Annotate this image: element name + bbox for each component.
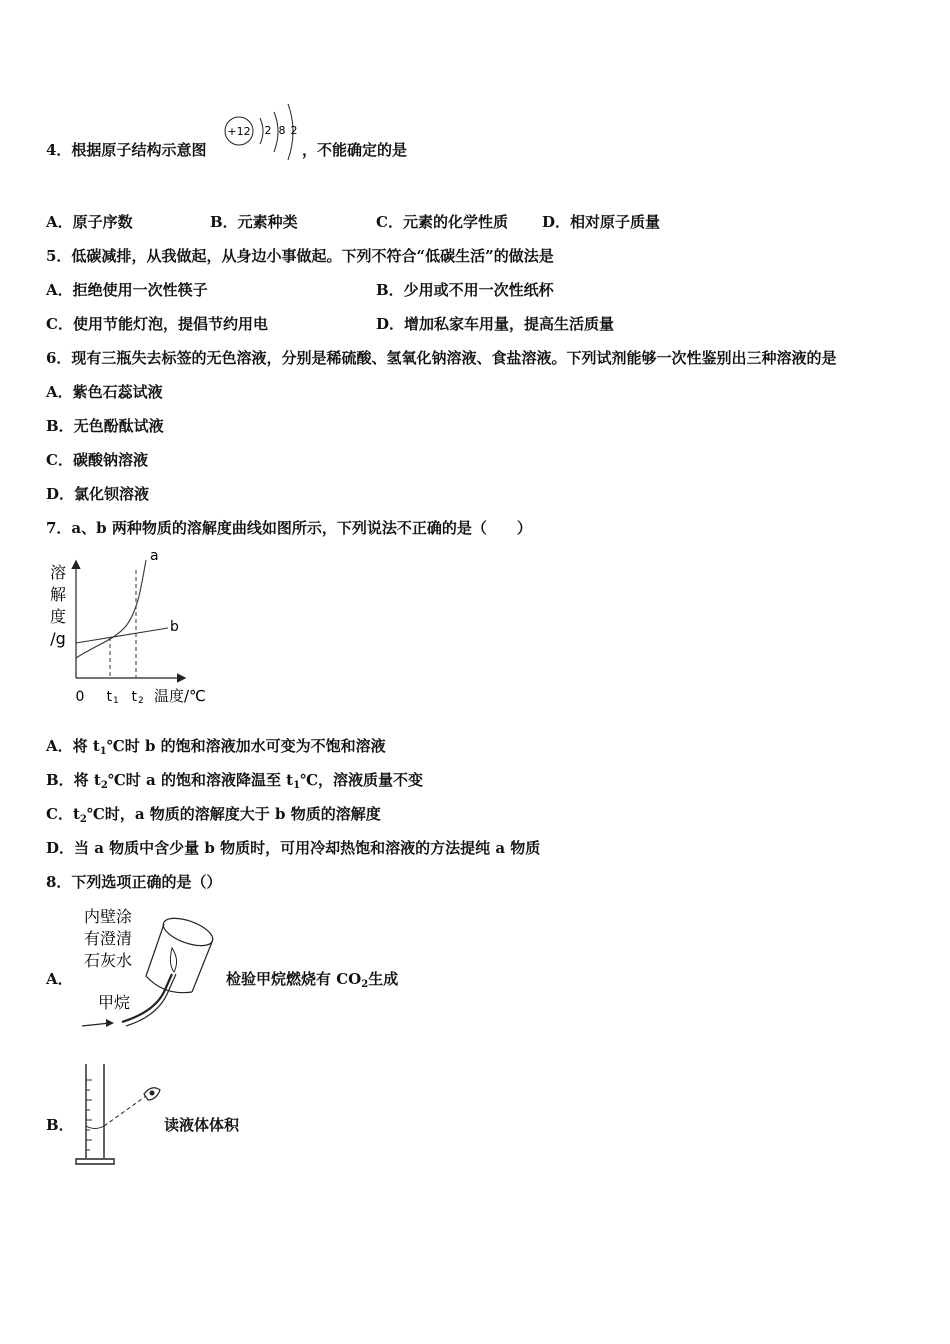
q4-stem-after: ，不能确定的是 xyxy=(302,141,408,159)
q6-option-b: B．无色酚酞试液 xyxy=(46,417,164,435)
q5-option-c: C．使用节能灯泡，提倡节约用电 xyxy=(46,315,268,333)
q4-option-d: D．相对原子质量 xyxy=(542,213,661,231)
methane-combustion-apparatus xyxy=(76,900,226,1035)
y-label-1: 溶 xyxy=(49,563,67,582)
solubility-curve-graph xyxy=(46,548,226,713)
q8-option-b-desc: 读液体体积 xyxy=(164,1116,240,1134)
y-label-3: 度 xyxy=(49,607,67,626)
beaker-label-line-2: 有澄清 xyxy=(84,929,133,948)
nucleus-charge: +12 xyxy=(227,125,251,138)
q6-option-d: D．氯化钡溶液 xyxy=(46,485,150,503)
origin-label: 0 xyxy=(75,689,85,705)
cylinder-base xyxy=(76,1159,114,1164)
beaker-label-line-3: 石灰水 xyxy=(84,951,133,970)
shell-1-count: 2 xyxy=(264,124,272,137)
graduated-cylinder-reading xyxy=(74,1060,166,1170)
shell-2-count: 8 xyxy=(278,124,286,137)
q4-stem xyxy=(46,140,206,160)
q6-stem: 6．现有三瓶失去标签的无色溶液，分别是稀硫酸、氢氧化钠溶液、食盐溶液。下列试剂能够一次性鉴别出三种溶液的是 xyxy=(46,349,837,367)
y-label-4: /g xyxy=(50,629,66,648)
cylinder-wall xyxy=(86,1064,104,1158)
curve-a-label: a xyxy=(150,548,159,564)
t1-subscript: 1 xyxy=(113,696,119,706)
liquid-meniscus xyxy=(86,1126,104,1129)
beaker-label-line-1: 内壁涂 xyxy=(84,907,133,926)
q8-option-a-desc: 检验甲烷燃烧有 $CO_2$生成 xyxy=(226,970,399,990)
inverted-beaker xyxy=(146,913,216,993)
q5-option-d: D．增加私家车用量，提高生活质量 xyxy=(376,315,615,333)
shell-3-count: 2 xyxy=(290,124,298,137)
sight-line xyxy=(104,1096,146,1126)
flame-icon xyxy=(170,948,176,972)
t2-subscript: 2 xyxy=(138,696,144,706)
x-axis-label: 温度/℃ xyxy=(154,687,206,705)
q7-option-b: B．将 $t_2℃$时 a 的饱和溶液降温至 $t_1℃$，溶液质量不变 xyxy=(46,771,424,791)
q7-option-c: C．$t_2℃$时，a 物质的溶解度大于 b 物质的溶解度 xyxy=(46,805,381,825)
q7-option-d: D．当 a 物质中含少量 b 物质时，可用冷却热饱和溶液的方法提纯 a 物质 xyxy=(46,839,541,857)
q5-option-a: A．拒绝使用一次性筷子 xyxy=(46,281,208,299)
gas-label: 甲烷 xyxy=(98,993,131,1012)
q4-option-c: C．元素的化学性质 xyxy=(376,213,508,231)
q7-stem: 7．a、b 两种物质的溶解度曲线如图所示，下列说法不正确的是（ ） xyxy=(46,519,532,537)
q5-stem: 5．低碳减排，从我做起，从身边小事做起。下列不符合“低碳生活”的做法是 xyxy=(46,247,554,265)
gas-flow-arrow xyxy=(82,1023,110,1026)
q4-option-b: B．元素种类 xyxy=(210,213,298,231)
t1-label: t xyxy=(106,689,112,705)
atom-structure-diagram xyxy=(222,100,312,162)
q4-option-a: A．原子序数 xyxy=(46,213,133,231)
q6-option-c: C．碳酸钠溶液 xyxy=(46,451,148,469)
q5-option-b: B．少用或不用一次性纸杯 xyxy=(376,281,554,299)
q6-option-a: A．紫色石蕊试液 xyxy=(46,383,163,401)
q7-option-a: A．将 $t_1℃$时 b 的饱和溶液加水可变为不饱和溶液 xyxy=(46,737,386,757)
y-label-2: 解 xyxy=(49,585,67,604)
q4-stem-before: 4．根据原子结构示意图 xyxy=(46,141,207,159)
curve-b-label: b xyxy=(170,619,179,635)
q8-option-b-letter: B． xyxy=(46,1116,74,1134)
q8-stem: 8．下列选项正确的是（） xyxy=(46,873,222,891)
t2-label: t xyxy=(131,689,137,705)
q8-option-a-letter: A． xyxy=(46,970,73,988)
